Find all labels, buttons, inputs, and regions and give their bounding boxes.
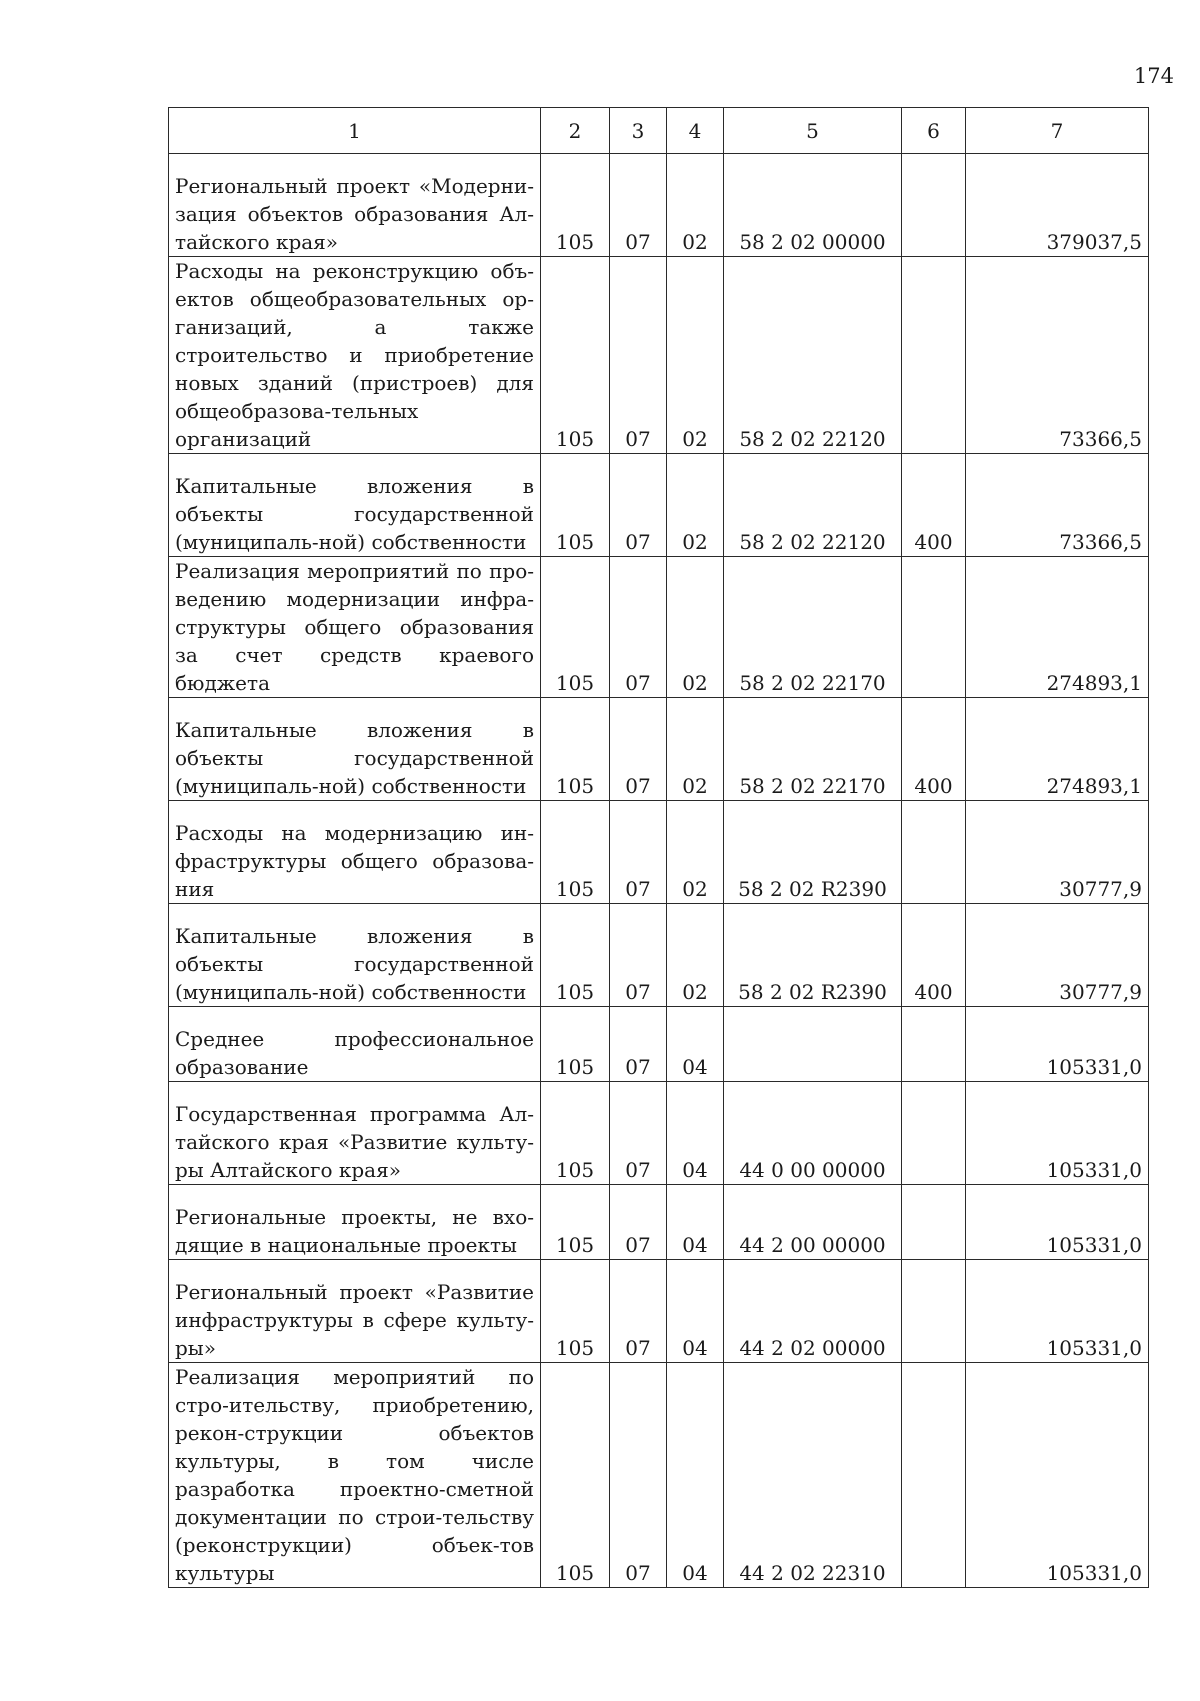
column-header-6: 6 — [902, 108, 966, 154]
row-col5-cell: 58 2 02 00000 — [724, 154, 902, 257]
table-row — [169, 1363, 1149, 1588]
row-col5-cell: 58 2 02 22120 — [724, 454, 902, 557]
row-col2-cell: 105 — [541, 1363, 610, 1588]
row-col5-cell: 58 2 02 R2390 — [724, 801, 902, 904]
row-col4-cell: 02 — [667, 801, 724, 904]
table-row — [169, 557, 1149, 698]
row-name-cell: Реализация мероприятий по про-ведению модернизации инфра-структуры общего образования за счет средств краевого бюджета — [169, 557, 541, 698]
row-amount-cell: 30777,9 — [966, 904, 1149, 1007]
row-name-cell: Расходы на реконструкцию объ-ектов общеобразовательных ор-ганизаций, а также строительство и приобретение новых зданий (пристроев) для общеобразова-тельных организаций — [169, 257, 541, 454]
row-amount-cell: 274893,1 — [966, 698, 1149, 801]
column-header-3: 3 — [610, 108, 667, 154]
row-name-cell: Реализация мероприятий по стро-ительству, приобретению, рекон-струкции объектов культуры, в том числе разработка проектно-сметной документации по строи-тельству (реконструкции) объек-тов культуры — [169, 1363, 541, 1588]
table-row — [169, 1260, 1149, 1363]
row-col4-cell: 02 — [667, 698, 724, 801]
row-col4-cell: 02 — [667, 557, 724, 698]
table-row — [169, 1082, 1149, 1185]
row-col6-cell — [902, 1185, 966, 1260]
table-row — [169, 1007, 1149, 1082]
row-col2-cell: 105 — [541, 698, 610, 801]
row-col4-cell: 04 — [667, 1260, 724, 1363]
row-name-cell: Региональный проект «Модерни-зация объектов образования Ал-тайского края» — [169, 154, 541, 257]
row-name-cell: Капитальные вложения в объекты государственной (муниципаль-ной) собственности — [169, 454, 541, 557]
row-col5-cell: 44 2 00 00000 — [724, 1185, 902, 1260]
row-name-cell: Региональные проекты, не вхо-дящие в национальные проекты — [169, 1185, 541, 1260]
table-row — [169, 801, 1149, 904]
row-col2-cell: 105 — [541, 1007, 610, 1082]
row-col2-cell: 105 — [541, 557, 610, 698]
column-header-5: 5 — [724, 108, 902, 154]
row-col6-cell: 400 — [902, 698, 966, 801]
row-col6-cell: 400 — [902, 904, 966, 1007]
row-col3-cell: 07 — [610, 1185, 667, 1260]
row-col3-cell: 07 — [610, 257, 667, 454]
row-amount-cell: 73366,5 — [966, 454, 1149, 557]
row-col4-cell: 04 — [667, 1007, 724, 1082]
table-row — [169, 257, 1149, 454]
row-col5-cell: 44 2 02 00000 — [724, 1260, 902, 1363]
row-col3-cell: 07 — [610, 698, 667, 801]
row-col2-cell: 105 — [541, 1082, 610, 1185]
row-col5-cell: 44 2 02 22310 — [724, 1363, 902, 1588]
row-col2-cell: 105 — [541, 154, 610, 257]
row-col2-cell: 105 — [541, 1260, 610, 1363]
row-col3-cell: 07 — [610, 904, 667, 1007]
row-name-cell: Государственная программа Ал-тайского края «Развитие культу-ры Алтайского края» — [169, 1082, 541, 1185]
table-row — [169, 154, 1149, 257]
row-amount-cell: 30777,9 — [966, 801, 1149, 904]
row-col4-cell: 02 — [667, 154, 724, 257]
row-col4-cell: 04 — [667, 1363, 724, 1588]
row-col6-cell — [902, 557, 966, 698]
row-col5-cell — [724, 1007, 902, 1082]
table-header-row — [169, 108, 1149, 154]
row-name-cell: Капитальные вложения в объекты государственной (муниципаль-ной) собственности — [169, 698, 541, 801]
row-amount-cell: 105331,0 — [966, 1082, 1149, 1185]
row-col5-cell: 58 2 02 R2390 — [724, 904, 902, 1007]
row-col6-cell — [902, 801, 966, 904]
row-col5-cell: 58 2 02 22120 — [724, 257, 902, 454]
column-header-1: 1 — [169, 108, 541, 154]
row-col5-cell: 58 2 02 22170 — [724, 698, 902, 801]
row-col3-cell: 07 — [610, 1007, 667, 1082]
table-row — [169, 454, 1149, 557]
budget-table — [168, 107, 1149, 1588]
row-col3-cell: 07 — [610, 1260, 667, 1363]
row-col4-cell: 04 — [667, 1082, 724, 1185]
row-name-cell: Среднее профессиональное образование — [169, 1007, 541, 1082]
row-amount-cell: 105331,0 — [966, 1185, 1149, 1260]
column-header-4: 4 — [667, 108, 724, 154]
row-col2-cell: 105 — [541, 904, 610, 1007]
row-amount-cell: 105331,0 — [966, 1007, 1149, 1082]
row-amount-cell: 274893,1 — [966, 557, 1149, 698]
column-header-2: 2 — [541, 108, 610, 154]
row-col3-cell: 07 — [610, 801, 667, 904]
row-col6-cell — [902, 257, 966, 454]
row-col6-cell — [902, 1007, 966, 1082]
row-amount-cell: 379037,5 — [966, 154, 1149, 257]
table-row — [169, 698, 1149, 801]
row-col2-cell: 105 — [541, 257, 610, 454]
row-col6-cell — [902, 1260, 966, 1363]
row-name-cell: Расходы на модернизацию ин-фраструктуры общего образова-ния — [169, 801, 541, 904]
row-col3-cell: 07 — [610, 454, 667, 557]
row-col5-cell: 58 2 02 22170 — [724, 557, 902, 698]
row-col4-cell: 02 — [667, 257, 724, 454]
row-col6-cell — [902, 1082, 966, 1185]
row-col2-cell: 105 — [541, 1185, 610, 1260]
row-amount-cell: 105331,0 — [966, 1363, 1149, 1588]
table-row — [169, 1185, 1149, 1260]
row-amount-cell: 105331,0 — [966, 1260, 1149, 1363]
row-col3-cell: 07 — [610, 557, 667, 698]
row-name-cell: Региональный проект «Развитие инфраструктуры в сфере культу-ры» — [169, 1260, 541, 1363]
row-col2-cell: 105 — [541, 454, 610, 557]
row-col3-cell: 07 — [610, 154, 667, 257]
column-header-7: 7 — [966, 108, 1149, 154]
row-amount-cell: 73366,5 — [966, 257, 1149, 454]
row-col4-cell: 02 — [667, 454, 724, 557]
row-col5-cell: 44 0 00 00000 — [724, 1082, 902, 1185]
row-col6-cell: 400 — [902, 454, 966, 557]
row-col6-cell — [902, 1363, 966, 1588]
table-row — [169, 904, 1149, 1007]
row-col6-cell — [902, 154, 966, 257]
row-name-cell: Капитальные вложения в объекты государственной (муниципаль-ной) собственности — [169, 904, 541, 1007]
row-col3-cell: 07 — [610, 1082, 667, 1185]
row-col2-cell: 105 — [541, 801, 610, 904]
row-col4-cell: 04 — [667, 1185, 724, 1260]
table-body — [169, 154, 1149, 1588]
row-col4-cell: 02 — [667, 904, 724, 1007]
page-number: 174 — [1133, 64, 1174, 88]
row-col3-cell: 07 — [610, 1363, 667, 1588]
